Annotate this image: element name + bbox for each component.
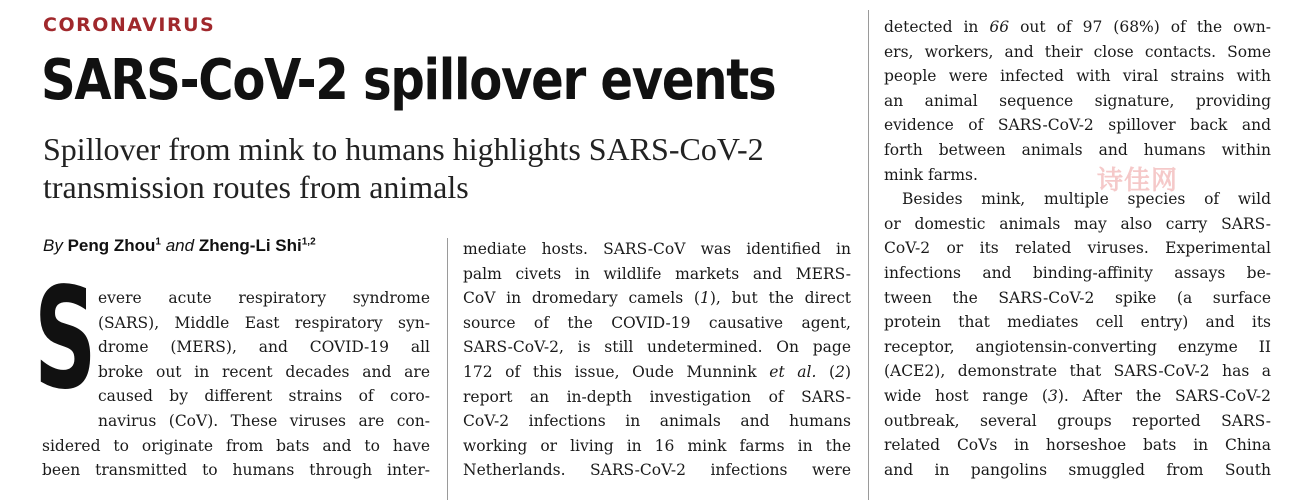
- byline: [43, 236, 316, 256]
- text-line: mink farms.: [884, 165, 978, 184]
- article-title: SARS-CoV-2 spillover events: [41, 48, 776, 113]
- section-kicker: CORONAVIRUS: [43, 14, 216, 36]
- text-line: been transmitted to humans through inter-: [42, 461, 430, 480]
- text-line: SARS-CoV-2, is still undetermined. On page: [463, 338, 851, 357]
- author-name: Peng Zhou: [67, 236, 156, 255]
- byline-and: and: [165, 236, 195, 255]
- text-line: report an in-depth investigation of SARS-: [463, 387, 851, 406]
- text-line: palm civets in wildlife markets and MERS-: [463, 264, 851, 283]
- subtitle-line: Spillover from mink to humans highlights SARS-CoV-2: [43, 131, 764, 167]
- text-line: source of the COVID-19 causative agent,: [463, 313, 851, 332]
- text-line: infections and binding-affinity assays be-: [884, 263, 1271, 282]
- text-line: related CoVs in horseshoe bats in China: [884, 436, 1271, 455]
- text-line: mediate hosts. SARS-CoV was identified in: [463, 240, 851, 258]
- text-line: Besides mink, multiple species of wild: [902, 190, 1271, 209]
- text-line: (ACE2), demonstrate that SARS-CoV-2 has a: [884, 362, 1271, 381]
- author-affiliation: 1,2: [301, 236, 316, 248]
- text-line: wide host range (3). After the SARS-CoV-2: [884, 386, 1272, 405]
- text-line: ers, workers, and their close contacts. Some: [884, 42, 1271, 61]
- column-rule: [868, 10, 869, 500]
- text-line: evidence of SARS-CoV-2 spillover back and: [884, 116, 1271, 135]
- text-line: or domestic animals may also carry SARS-: [884, 214, 1271, 233]
- text-line: broke out in recent decades and are: [98, 362, 430, 381]
- text-line: 172 of this issue, Oude Munnink et al. (2): [463, 362, 851, 381]
- text-line: and in pangolins smuggled from South: [884, 460, 1271, 479]
- article-subtitle: [43, 130, 863, 206]
- text-line: receptor, angiotensin-converting enzyme II: [884, 337, 1271, 356]
- text-line: tween the SARS-CoV-2 spike (a surface: [884, 288, 1271, 307]
- text-line: protein that mediates cell entry) and its: [884, 313, 1271, 332]
- text-line: detected in 66 out of 97 (68%) of the own-: [884, 18, 1271, 36]
- text-line: evere acute respiratory syndrome: [98, 289, 430, 307]
- text-line: CoV-2 infections in animals and humans: [463, 412, 851, 431]
- drop-cap: S: [34, 258, 97, 421]
- text-line: outbreak, several groups reported SARS-: [884, 411, 1271, 430]
- author-name: Zheng-Li Shi: [198, 236, 302, 255]
- text-line: drome (MERS), and COVID-19 all: [98, 338, 430, 357]
- author-affiliation: 1: [155, 236, 161, 248]
- text-line: caused by different strains of coro-: [98, 387, 430, 406]
- column-rule: [447, 238, 448, 500]
- text-line: CoV-2 or its related viruses. Experimental: [884, 239, 1271, 258]
- text-line: CoV in dromedary camels (1), but the direct: [463, 289, 851, 308]
- text-line: Netherlands. SARS-CoV-2 infections were: [463, 461, 851, 480]
- byline-by: By: [43, 236, 63, 255]
- body-column-3: [884, 15, 1271, 482]
- text-line: people were infected with viral strains with: [884, 67, 1271, 86]
- body-column-1: [42, 286, 430, 483]
- text-line: forth between animals and humans within: [884, 140, 1271, 159]
- watermark-logo: 诗佳网: [1097, 166, 1179, 196]
- text-line: an animal sequence signature, providing: [884, 91, 1271, 110]
- text-line: navirus (CoV). These viruses are con-: [98, 411, 430, 430]
- text-line: sidered to originate from bats and to have: [42, 436, 430, 455]
- text-line: working or living in 16 mink farms in the: [463, 436, 851, 455]
- text-line: (SARS), Middle East respiratory syn-: [98, 313, 430, 332]
- subtitle-line: transmission routes from animals: [43, 169, 469, 205]
- body-column-2: [463, 237, 851, 483]
